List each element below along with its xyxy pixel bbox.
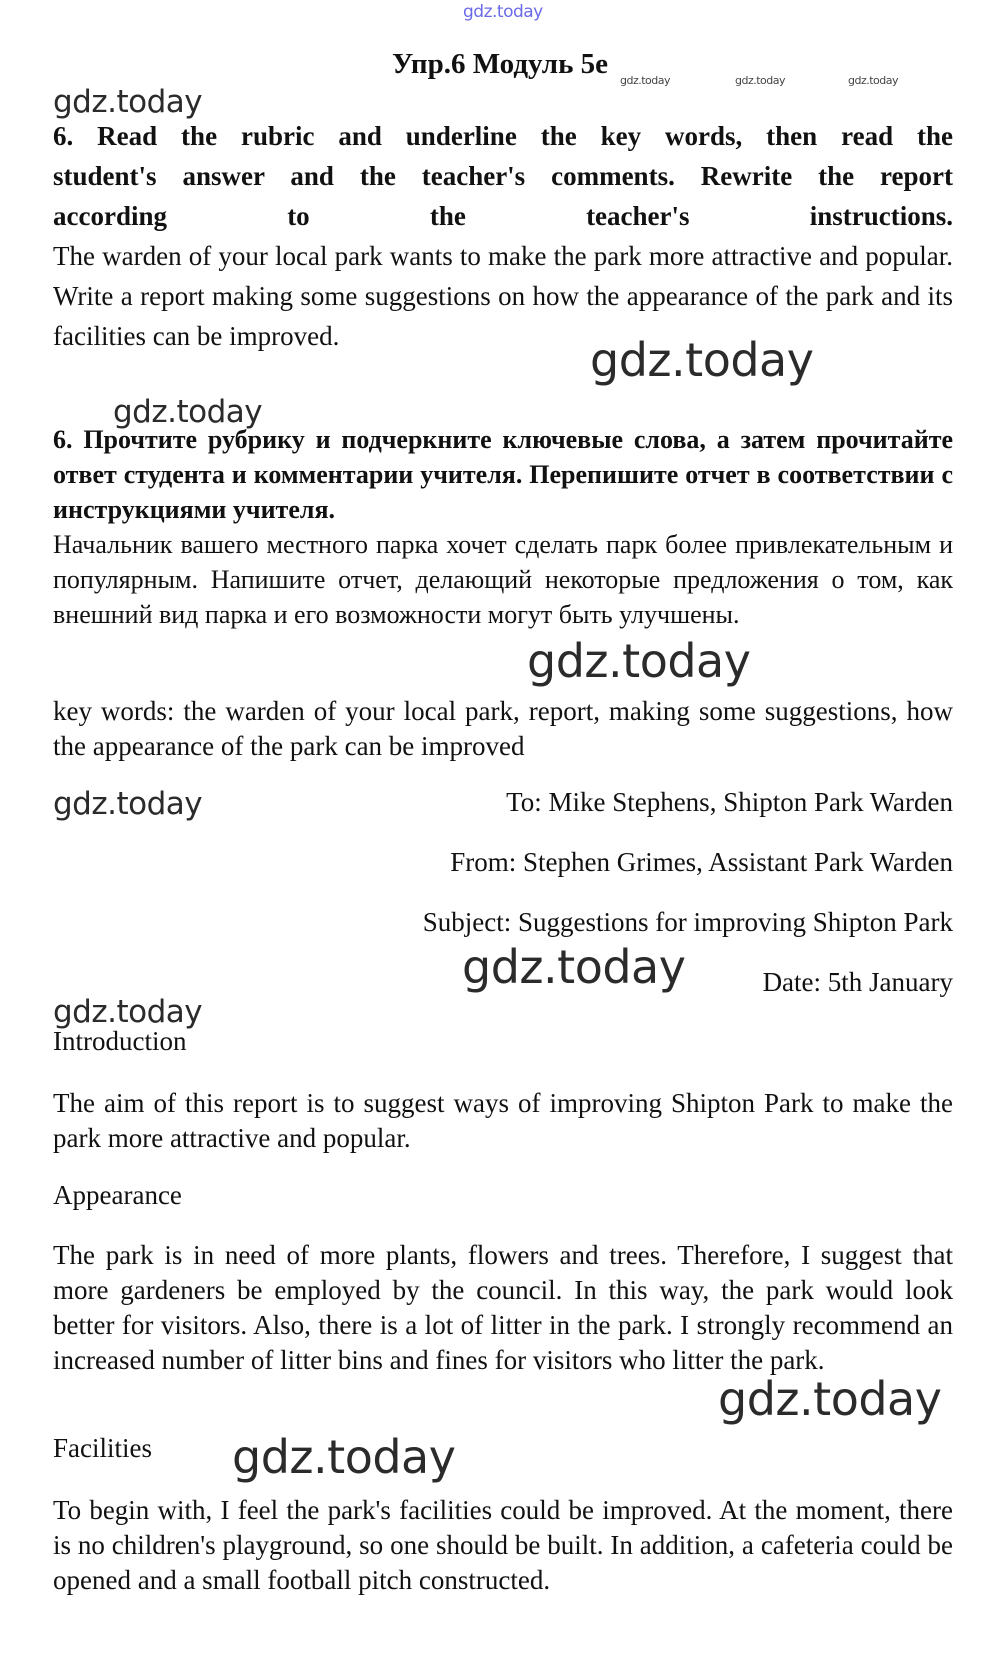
watermark-small: gdz.today [620, 74, 671, 87]
task-en-word: the [429, 201, 466, 231]
intro-heading: Introduction [53, 1026, 187, 1056]
task-ru-heading: 6. Прочтите рубрику и подчеркните ключевые слова, а затем прочитайте ответ студента и комментарии учителя. Перепишите отчет в соответствии с инструкциями учителя. [53, 425, 953, 524]
watermark-small: gdz.today [848, 74, 899, 87]
watermark: gdz.today [113, 394, 263, 430]
watermark-small: gdz.today [735, 74, 786, 87]
watermark-top: gdz.today [463, 2, 543, 22]
watermark: gdz.today [53, 786, 203, 822]
task-en-word: according [53, 201, 167, 231]
report-subject: Subject: Suggestions for improving Shipton Park [422, 907, 953, 937]
task-en-word: teacher's [586, 201, 690, 231]
task-en-rubric: The warden of your local park wants to make the park more attractive and popular. Write a report making some suggestions on how the appearance of the park and its facilities can be improved. [53, 241, 953, 351]
watermark: gdz.today [53, 994, 203, 1030]
appearance-heading: Appearance [53, 1180, 182, 1210]
report-to: To: Mike Stephens, Shipton Park Warden [506, 787, 953, 817]
report-date: Date: 5th January [762, 967, 953, 997]
watermark: gdz.today [527, 634, 751, 688]
watermark: gdz.today [232, 1430, 456, 1484]
watermark: gdz.today [462, 940, 686, 994]
task-en-line-2: student's answer and the teacher's comments. Rewrite the report [53, 161, 953, 191]
task-en-word: to [287, 201, 310, 231]
intro-text: The aim of this report is to suggest ways of improving Shipton Park to make the park more attractive and popular. [53, 1088, 953, 1153]
appearance-text: The park is in need of more plants, flowers and trees. Therefore, I suggest that more gardeners be employed by the council. In this way, the park would look better for visitors. Also, there is a lot of litter in the park. I strongly recommend an increased number of litter bins and fines for visitors who litter the park. [53, 1240, 953, 1375]
task-en-line-3 [53, 196, 953, 236]
facilities-heading: Facilities [53, 1433, 152, 1463]
facilities-text: To begin with, I feel the park's facilities could be improved. At the moment, there is no children's playground, so one should be built. In addition, a cafeteria could be opened and a small football pitch constructed. [53, 1495, 953, 1595]
watermark: gdz.today [53, 84, 203, 120]
task-ru-rubric: Начальник вашего местного парка хочет сделать парк более привлекательным и популярным. Напишите отчет, делающий некоторые предложения о том, как внешний вид парка и его возможности могут быть улучшены. [53, 530, 953, 629]
key-words: key words: the warden of your local park, report, making some suggestions, how the appearance of the park can be improved [53, 696, 953, 761]
task-en-heading [53, 116, 953, 236]
page-title: Упр.6 Модуль 5е [391, 48, 609, 80]
task-en-word: instructions. [809, 201, 953, 231]
report-from: From: Stephen Grimes, Assistant Park Warden [450, 847, 953, 877]
watermark: gdz.today [718, 1372, 942, 1426]
task-en-line-1: 6. Read the rubric and underline the key words, then read the [53, 121, 953, 151]
watermark: gdz.today [590, 333, 814, 387]
